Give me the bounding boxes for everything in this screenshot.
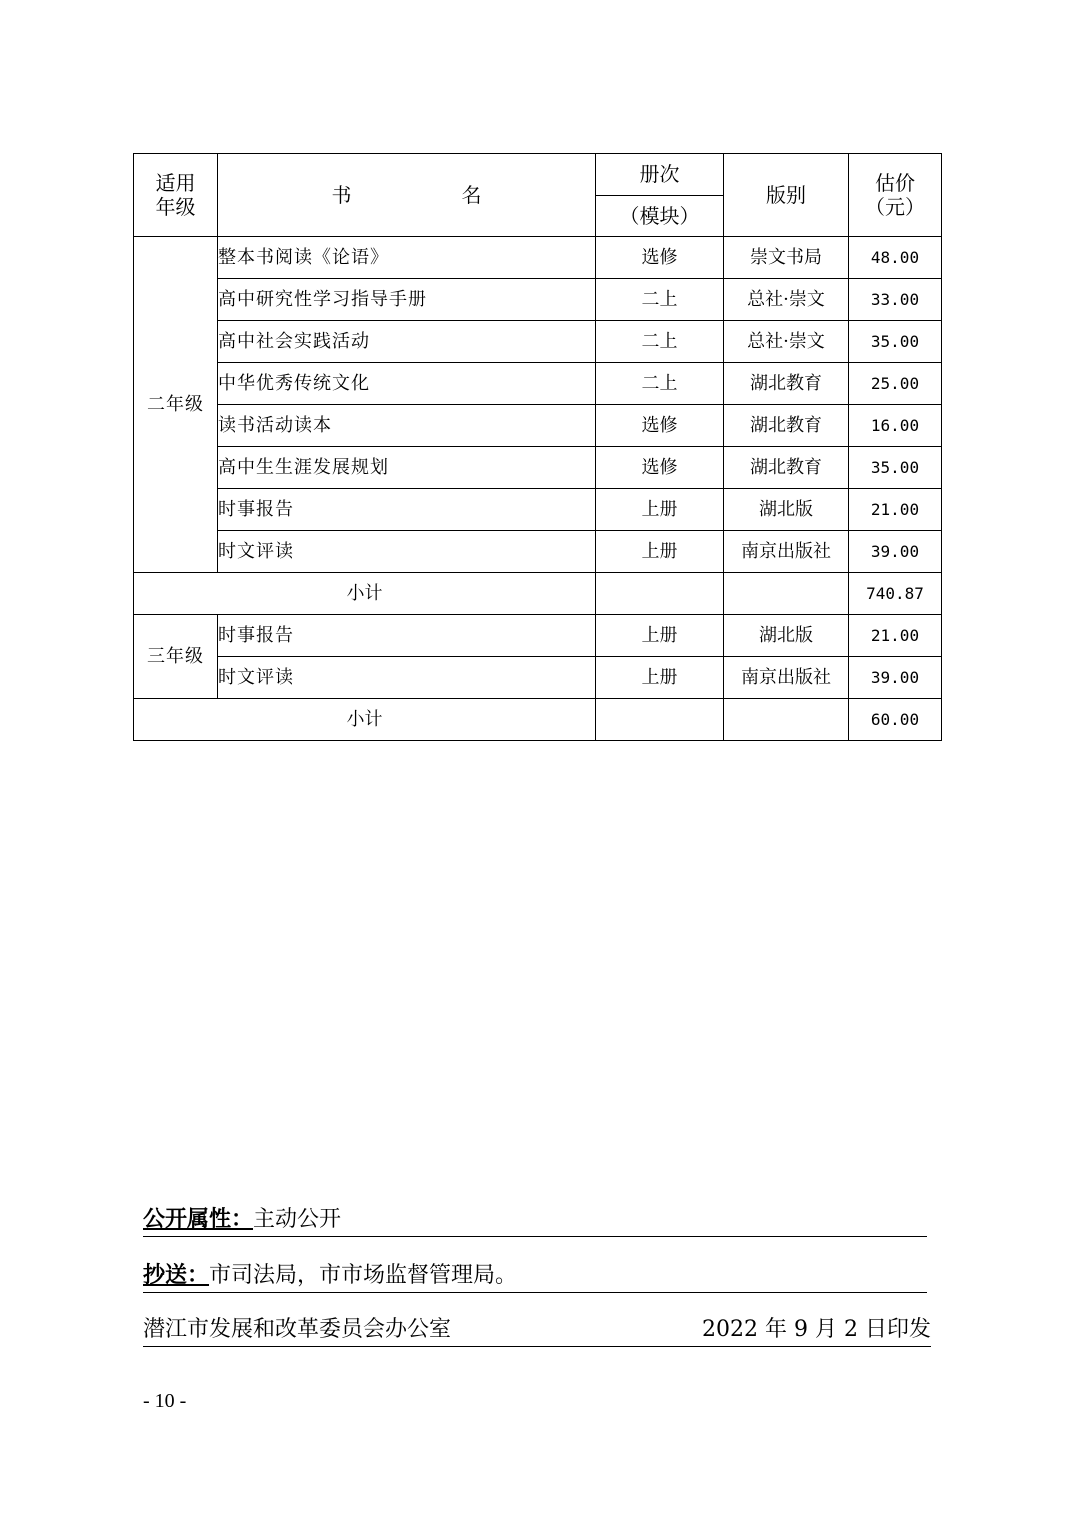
book-name: 整本书阅读《论语》 [218, 237, 596, 279]
header-edition: 版别 [724, 154, 849, 237]
header-grade: 适用 年级 [134, 154, 218, 237]
book-name: 时文评读 [218, 657, 596, 699]
table-row [134, 405, 942, 447]
book-edition: 湖北教育 [724, 405, 849, 447]
table-row [134, 489, 942, 531]
header-book-name: 书 名 [218, 154, 596, 237]
book-price: 39.00 [849, 657, 942, 699]
book-edition: 湖北教育 [724, 363, 849, 405]
cc-line [143, 1258, 927, 1293]
cc-label: 抄送： [143, 1263, 210, 1288]
book-name: 高中生生涯发展规划 [218, 447, 596, 489]
issuer-line [143, 1312, 931, 1347]
subtotal-label: 小计 [134, 573, 596, 615]
book-volume: 二上 [596, 363, 724, 405]
book-price: 35.00 [849, 321, 942, 363]
book-edition: 南京出版社 [724, 657, 849, 699]
book-volume: 上册 [596, 531, 724, 573]
grade-label: 三年级 [134, 615, 218, 699]
book-edition: 总社·崇文 [724, 279, 849, 321]
book-volume: 选修 [596, 405, 724, 447]
table-row [134, 615, 942, 657]
book-edition: 湖北版 [724, 615, 849, 657]
book-volume: 二上 [596, 321, 724, 363]
book-price: 16.00 [849, 405, 942, 447]
book-price: 21.00 [849, 489, 942, 531]
book-name: 高中研究性学习指导手册 [218, 279, 596, 321]
book-edition: 湖北教育 [724, 447, 849, 489]
book-price: 39.00 [849, 531, 942, 573]
book-price: 21.00 [849, 615, 942, 657]
book-price: 48.00 [849, 237, 942, 279]
book-name: 时事报告 [218, 615, 596, 657]
book-volume: 上册 [596, 615, 724, 657]
empty-cell [724, 699, 849, 741]
book-name: 高中社会实践活动 [218, 321, 596, 363]
empty-cell [596, 573, 724, 615]
book-edition: 总社·崇文 [724, 321, 849, 363]
header-module: （模块） [596, 195, 724, 237]
header-volume: 册次 [596, 154, 724, 196]
disclosure-line [143, 1202, 927, 1237]
table-row [134, 531, 942, 573]
book-edition: 崇文书局 [724, 237, 849, 279]
subtotal-row [134, 573, 942, 615]
page-number: - 10 - [143, 1390, 187, 1412]
table-row [134, 657, 942, 699]
cc-value: 市司法局，市市场监督管理局。 [209, 1263, 518, 1288]
table-row [134, 447, 942, 489]
book-edition: 南京出版社 [724, 531, 849, 573]
empty-cell [724, 573, 849, 615]
grade-label: 二年级 [134, 237, 218, 573]
subtotal-row [134, 699, 942, 741]
textbook-price-table [133, 153, 942, 741]
book-price: 35.00 [849, 447, 942, 489]
book-name: 时文评读 [218, 531, 596, 573]
subtotal-value: 740.87 [849, 573, 942, 615]
empty-cell [596, 699, 724, 741]
subtotal-label: 小计 [134, 699, 596, 741]
book-volume: 二上 [596, 279, 724, 321]
book-price: 25.00 [849, 363, 942, 405]
book-price: 33.00 [849, 279, 942, 321]
issue-date: 2022 年 9 月 2 日印发 [702, 1317, 931, 1342]
table-row [134, 363, 942, 405]
table-row [134, 321, 942, 363]
table-row [134, 279, 942, 321]
book-volume: 上册 [596, 489, 724, 531]
disclosure-label: 公开属性： [143, 1207, 254, 1232]
book-name: 中华优秀传统文化 [218, 363, 596, 405]
issuer: 潜江市发展和改革委员会办公室 [143, 1317, 452, 1342]
book-volume: 选修 [596, 447, 724, 489]
book-volume: 上册 [596, 657, 724, 699]
disclosure-value: 主动公开 [253, 1207, 342, 1232]
book-name: 读书活动读本 [218, 405, 596, 447]
header-price: 估价 （元） [849, 154, 942, 237]
book-name: 时事报告 [218, 489, 596, 531]
book-edition: 湖北版 [724, 489, 849, 531]
book-volume: 选修 [596, 237, 724, 279]
table-row [134, 237, 942, 279]
subtotal-value: 60.00 [849, 699, 942, 741]
